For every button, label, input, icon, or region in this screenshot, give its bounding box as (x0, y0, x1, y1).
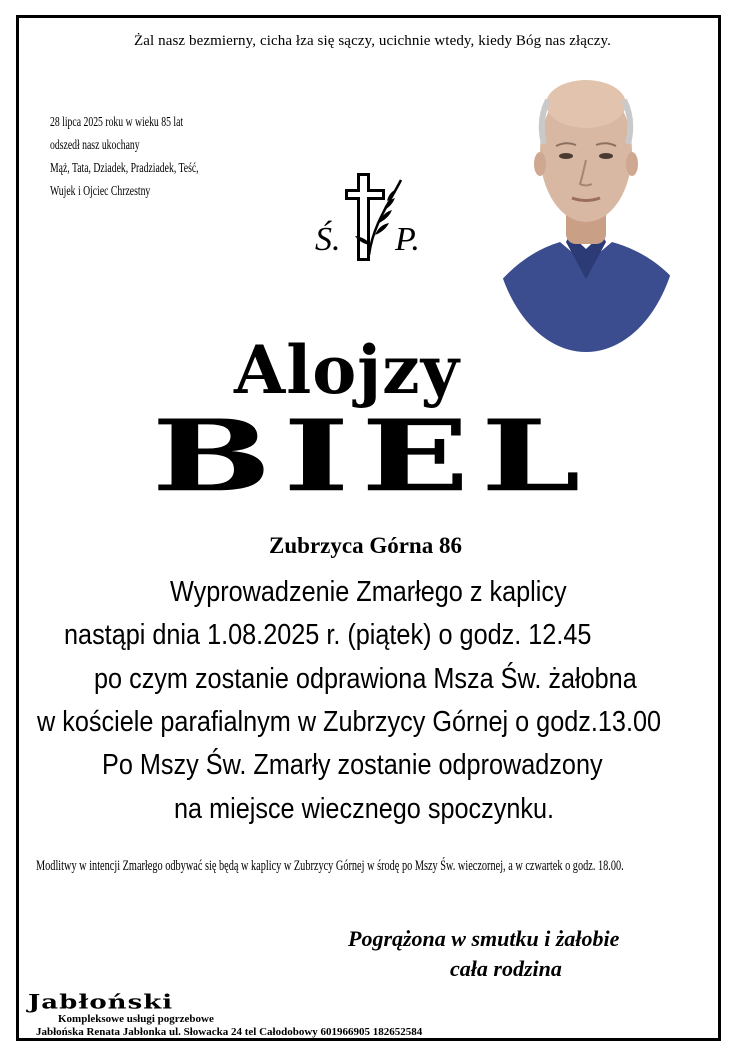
announcement-line: nastąpi dnia 1.08.2025 r. (piątek) o godz. 12.45 (64, 619, 592, 651)
surname: BIEL (151, 398, 593, 515)
intro-line: 28 lipca 2025 roku w wieku 85 lat (50, 114, 184, 129)
deceased-photo (490, 74, 682, 354)
mourners-signature (348, 924, 688, 984)
intro-line: Mąż, Tata, Dziadek, Pradziadek, Teść, (50, 160, 199, 175)
intro-text (50, 110, 230, 202)
mourners-line: cała rodzina (450, 956, 562, 981)
address: Zubrzyca Górna 86 (269, 533, 462, 558)
prayers-note: Modlitwy w intencji Zmarłego odbywać się będą w kaplicy w Zubrzycy Górnej w środę po Mszy Św. wieczornej, a w czwartek o godz. 18.00. (36, 858, 624, 874)
announcement-line: na miejsce wiecznego spoczynku. (174, 793, 555, 825)
sp-letter-p: P. (395, 221, 420, 258)
intro-line: odszedł nasz ukochany (50, 137, 140, 152)
sp-letter-s: Ś. (315, 221, 341, 258)
funeral-home-logo: Jabłoński (28, 991, 174, 1014)
announcement-line: Po Mszy Św. Zmarły zostanie odprowadzony (102, 749, 603, 781)
announcement-line: w kościele parafialnym w Zubrzycy Górnej o godz.13.00 (37, 706, 662, 738)
mourners-line: Pogrążona w smutku i żałobie (348, 926, 620, 951)
funeral-home-subtitle: Kompleksowe usługi pogrzebowe (58, 1013, 214, 1025)
motto-text: Żal nasz bezmierny, cicha łza się sączy, ucichnie wtedy, kiedy Bóg nas złączy. (133, 33, 612, 49)
cross-emblem (313, 165, 428, 265)
intro-line: Wujek i Ojciec Chrzestny (50, 183, 151, 198)
cross-icon (345, 173, 401, 261)
announcement-line: po czym zostanie odprawiona Msza Św. żałobna (94, 663, 637, 695)
funeral-home-contact: Jabłońska Renata Jabłonka ul. Słowacka 24 tel Całodobowy 601966905 182652584 (36, 1026, 423, 1038)
announcement-line: Wyprowadzenie Zmarłego z kaplicy (170, 576, 567, 608)
first-name: Alojzy (233, 331, 460, 409)
